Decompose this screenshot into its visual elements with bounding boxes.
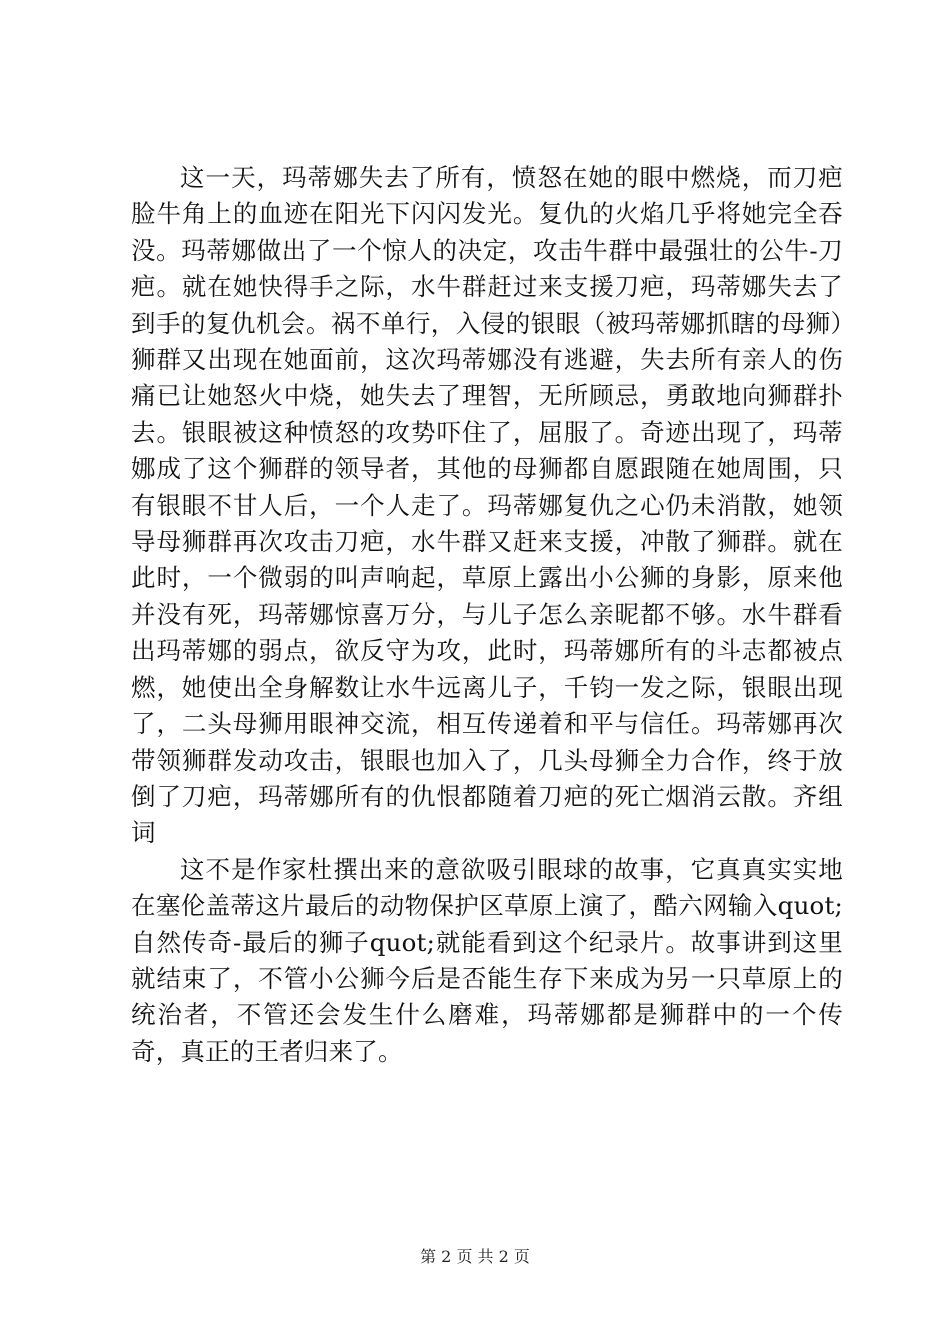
document-body bbox=[131, 160, 843, 1070]
paragraph-2: 这不是作家杜撰出来的意欲吸引眼球的故事，它真真实实地在塞伦盖蒂这片最后的动物保护区草原上演了，酷六网输入quot;自然传奇-最后的狮子quot;就能看到这个纪录片。故事讲到这里就结束了，不管小公狮今后是否能生存下来成为另一只草原上的统治者，不管还会发生什么磨难，玛蒂娜都是狮群中的一个传奇，真正的王者归来了。 bbox=[131, 854, 843, 1066]
page-number-footer: 第 2 页 共 2 页 bbox=[420, 1247, 530, 1266]
paragraph-1: 这一天，玛蒂娜失去了所有，愤怒在她的眼中燃烧，而刀疤脸牛角上的血迹在阳光下闪闪发光。复仇的火焰几乎将她完全吞没。玛蒂娜做出了一个惊人的决定，攻击牛群中最强壮的公牛-刀疤。就在她快得手之际，水牛群赶过来支援刀疤，玛蒂娜失去了到手的复仇机会。祸不单行，入侵的银眼（被玛蒂娜抓瞎的母狮）狮群又出现在她面前，这次玛蒂娜没有逃避，失去所有亲人的伤痛已让她怒火中烧，她失去了理智，无所顾忌，勇敢地向狮群扑去。银眼被这种愤怒的攻势吓住了，屈服了。奇迹出现了，玛蒂娜成了这个狮群的领导者，其他的母狮都自愿跟随在她周围，只有银眼不甘人后，一个人走了。玛蒂娜复仇之心仍未消散，她领导母狮群再次攻击刀疤，水牛群又赶来支援，冲散了狮群。就在此时，一个微弱的叫声响起，草原上露出小公狮的身影，原来他并没有死，玛蒂娜惊喜万分，与儿子怎么亲昵都不够。水牛群看出玛蒂娜的弱点，欲反守为攻，此时，玛蒂娜所有的斗志都被点燃，她使出全身解数让水牛远离儿子，千钧一发之际，银眼出现了，二头母狮用眼神交流，相互传递着和平与信任。玛蒂娜再次带领狮群发动攻击，银眼也加入了，几头母狮全力合作，终于放倒了刀疤，玛蒂娜所有的仇恨都随着刀疤的死亡烟消云散。齐组词 bbox=[131, 163, 843, 848]
